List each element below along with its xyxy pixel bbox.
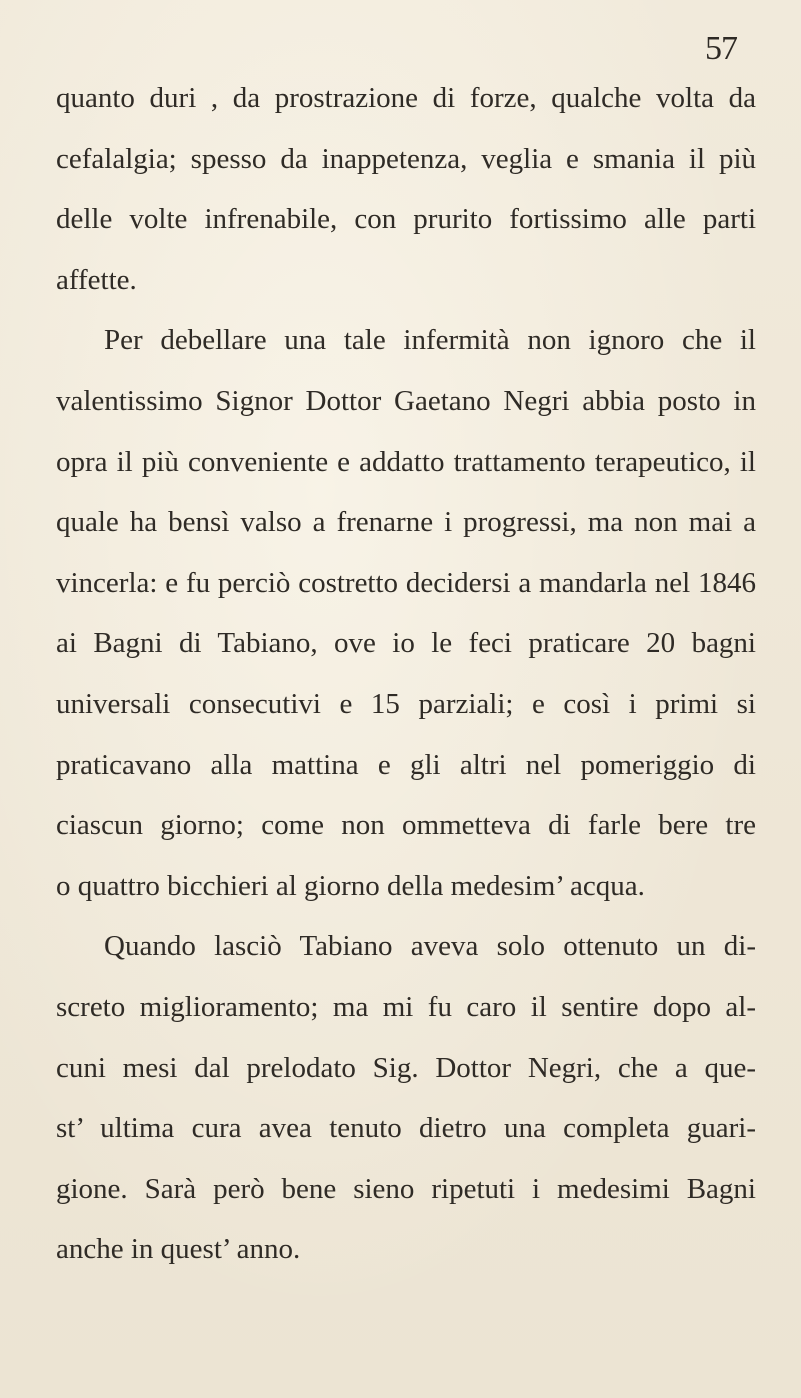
text-line: quale ha bensì valso a frenarne i progressi, ma non mai a <box>56 506 756 539</box>
text-line: affette. <box>56 263 137 296</box>
text-line: gione. Sarà però bene sieno ripetuti i medesimi Bagni <box>56 1172 756 1205</box>
text-line: cefalalgia; spesso da inappetenza, veglia e smania il più <box>56 142 756 175</box>
text-line: cuni mesi dal prelodato Sig. Dottor Negri, che a que- <box>56 1051 756 1084</box>
text-line: st’ ultima cura avea tenuto dietro una completa guari- <box>56 1112 756 1145</box>
text-line: Per debellare una tale infermità non ignoro che il <box>104 324 756 357</box>
page-number: 57 <box>705 30 737 67</box>
text-line: opra il più conveniente e addatto trattamento terapeutico, il <box>56 445 756 478</box>
body-text <box>56 80 756 1292</box>
text-line: anche in quest’ anno. <box>56 1233 301 1266</box>
text-line: praticavano alla mattina e gli altri nel pomeriggio di <box>56 748 756 781</box>
text-line: delle volte infrenabile, con prurito fortissimo alle parti <box>56 203 756 236</box>
text-line: valentissimo Signor Dottor Gaetano Negri abbia posto in <box>56 384 756 417</box>
text-line: vincerla: e fu perciò costretto decidersi a mandarla nel 1846 <box>56 566 756 599</box>
text-line: Quando lasciò Tabiano aveva solo ottenuto un di- <box>104 930 756 963</box>
text-line: ciascun giorno; come non ommetteva di farle bere tre <box>56 809 756 842</box>
text-line: o quattro bicchieri al giorno della medesim’ acqua. <box>56 869 645 902</box>
text-line: screto miglioramento; ma mi fu caro il sentire dopo al- <box>56 990 756 1023</box>
text-line: ai Bagni di Tabiano, ove io le feci praticare 20 bagni <box>56 627 756 660</box>
text-line: quanto duri , da prostrazione di forze, qualche volta da <box>56 82 756 114</box>
text-line: universali consecutivi e 15 parziali; e così i primi si <box>56 687 756 720</box>
